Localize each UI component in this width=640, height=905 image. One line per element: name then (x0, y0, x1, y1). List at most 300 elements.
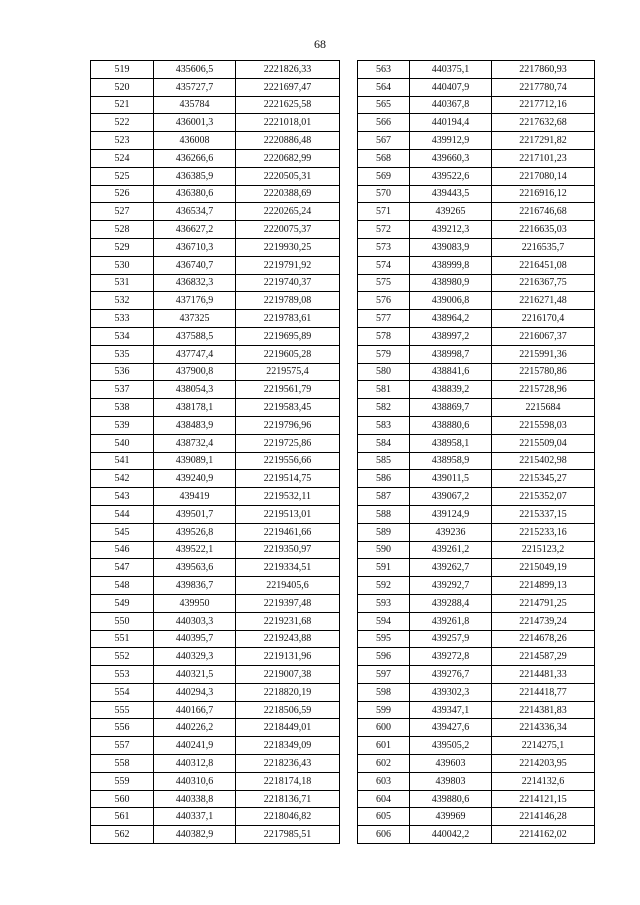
y-coordinate-cell: 2216271,48 (492, 292, 595, 310)
table-row (358, 310, 595, 328)
point-number-cell: 551 (91, 630, 154, 648)
table-row (91, 666, 340, 684)
table-row (358, 630, 595, 648)
table-row (91, 434, 340, 452)
y-coordinate-cell: 2216916,12 (492, 185, 595, 203)
x-coordinate-cell: 439236 (410, 523, 492, 541)
x-coordinate-cell: 440312,8 (154, 755, 236, 773)
y-coordinate-cell: 2216367,75 (492, 274, 595, 292)
y-coordinate-cell: 2214162,02 (492, 826, 595, 844)
coordinates-table-left (90, 60, 340, 844)
point-number-cell: 570 (358, 185, 410, 203)
x-coordinate-cell: 440407,9 (410, 78, 492, 96)
table-row (91, 648, 340, 666)
y-coordinate-cell: 2218506,59 (236, 701, 340, 719)
y-coordinate-cell: 2216067,37 (492, 327, 595, 345)
table-row (91, 790, 340, 808)
point-number-cell: 547 (91, 559, 154, 577)
y-coordinate-cell: 2217985,51 (236, 826, 340, 844)
y-coordinate-cell: 2214275,1 (492, 737, 595, 755)
y-coordinate-cell: 2214203,95 (492, 755, 595, 773)
y-coordinate-cell: 2219605,28 (236, 345, 340, 363)
x-coordinate-cell: 439067,2 (410, 488, 492, 506)
y-coordinate-cell: 2217101,23 (492, 149, 595, 167)
y-coordinate-cell: 2221018,01 (236, 114, 340, 132)
point-number-cell: 561 (91, 808, 154, 826)
point-number-cell: 604 (358, 790, 410, 808)
table-row (358, 577, 595, 595)
x-coordinate-cell: 439089,1 (154, 452, 236, 470)
table-row (91, 96, 340, 114)
x-coordinate-cell: 440321,5 (154, 666, 236, 684)
y-coordinate-cell: 2219583,45 (236, 399, 340, 417)
y-coordinate-cell: 2217632,68 (492, 114, 595, 132)
y-coordinate-cell: 2217080,14 (492, 167, 595, 185)
table-row (91, 132, 340, 150)
y-coordinate-cell: 2216635,03 (492, 221, 595, 239)
y-coordinate-cell: 2215991,36 (492, 345, 595, 363)
x-coordinate-cell: 438980,9 (410, 274, 492, 292)
table-row (358, 808, 595, 826)
point-number-cell: 555 (91, 701, 154, 719)
table-row (91, 505, 340, 523)
point-number-cell: 549 (91, 594, 154, 612)
table-row (358, 648, 595, 666)
y-coordinate-cell: 2214899,13 (492, 577, 595, 595)
table-row (91, 256, 340, 274)
point-number-cell: 587 (358, 488, 410, 506)
x-coordinate-cell: 439288,4 (410, 594, 492, 612)
y-coordinate-cell: 2218046,82 (236, 808, 340, 826)
table-row (91, 185, 340, 203)
point-number-cell: 553 (91, 666, 154, 684)
table-row (358, 96, 595, 114)
x-coordinate-cell: 439212,3 (410, 221, 492, 239)
point-number-cell: 545 (91, 523, 154, 541)
table-row (91, 594, 340, 612)
point-number-cell: 523 (91, 132, 154, 150)
point-number-cell: 541 (91, 452, 154, 470)
x-coordinate-cell: 436627,2 (154, 221, 236, 239)
table-row (91, 238, 340, 256)
y-coordinate-cell: 2220075,37 (236, 221, 340, 239)
y-coordinate-cell: 2218236,43 (236, 755, 340, 773)
point-number-cell: 586 (358, 470, 410, 488)
x-coordinate-cell: 439262,7 (410, 559, 492, 577)
x-coordinate-cell: 438054,3 (154, 381, 236, 399)
table-row (358, 737, 595, 755)
point-number-cell: 575 (358, 274, 410, 292)
x-coordinate-cell: 437176,9 (154, 292, 236, 310)
table-row (91, 701, 340, 719)
table-row (358, 434, 595, 452)
x-coordinate-cell: 439006,8 (410, 292, 492, 310)
point-number-cell: 556 (91, 719, 154, 737)
table-row (91, 292, 340, 310)
point-number-cell: 605 (358, 808, 410, 826)
x-coordinate-cell: 439880,6 (410, 790, 492, 808)
table-row (358, 345, 595, 363)
y-coordinate-cell: 2219789,08 (236, 292, 340, 310)
point-number-cell: 538 (91, 399, 154, 417)
x-coordinate-cell: 439240,9 (154, 470, 236, 488)
point-number-cell: 526 (91, 185, 154, 203)
x-coordinate-cell: 438841,6 (410, 363, 492, 381)
table-row (358, 238, 595, 256)
y-coordinate-cell: 2215402,98 (492, 452, 595, 470)
point-number-cell: 524 (91, 149, 154, 167)
x-coordinate-cell: 439505,2 (410, 737, 492, 755)
point-number-cell: 592 (358, 577, 410, 595)
x-coordinate-cell: 438732,4 (154, 434, 236, 452)
y-coordinate-cell: 2215337,15 (492, 505, 595, 523)
point-number-cell: 564 (358, 78, 410, 96)
y-coordinate-cell: 2218449,01 (236, 719, 340, 737)
x-coordinate-cell: 440303,3 (154, 612, 236, 630)
table-row (358, 488, 595, 506)
y-coordinate-cell: 2219334,51 (236, 559, 340, 577)
x-coordinate-cell: 439272,8 (410, 648, 492, 666)
y-coordinate-cell: 2220388,69 (236, 185, 340, 203)
point-number-cell: 600 (358, 719, 410, 737)
table-row (91, 274, 340, 292)
point-number-cell: 528 (91, 221, 154, 239)
x-coordinate-cell: 439124,9 (410, 505, 492, 523)
table-row (358, 505, 595, 523)
y-coordinate-cell: 2220265,24 (236, 203, 340, 221)
table-row (358, 381, 595, 399)
table-row (358, 132, 595, 150)
point-number-cell: 558 (91, 755, 154, 773)
x-coordinate-cell: 438997,2 (410, 327, 492, 345)
y-coordinate-cell: 2218349,09 (236, 737, 340, 755)
table-row (358, 452, 595, 470)
point-number-cell: 602 (358, 755, 410, 773)
y-coordinate-cell: 2219575,4 (236, 363, 340, 381)
page-number: 68 (314, 37, 326, 51)
x-coordinate-cell: 436266,6 (154, 149, 236, 167)
table-row (91, 755, 340, 773)
x-coordinate-cell: 439443,5 (410, 185, 492, 203)
point-number-cell: 594 (358, 612, 410, 630)
y-coordinate-cell: 2219796,96 (236, 416, 340, 434)
table-row (358, 61, 595, 79)
x-coordinate-cell: 438483,9 (154, 416, 236, 434)
table-row (91, 488, 340, 506)
y-coordinate-cell: 2215233,16 (492, 523, 595, 541)
x-coordinate-cell: 437747,4 (154, 345, 236, 363)
y-coordinate-cell: 2219231,68 (236, 612, 340, 630)
point-number-cell: 576 (358, 292, 410, 310)
point-number-cell: 578 (358, 327, 410, 345)
y-coordinate-cell: 2214132,6 (492, 772, 595, 790)
y-coordinate-cell: 2214791,25 (492, 594, 595, 612)
point-number-cell: 583 (358, 416, 410, 434)
x-coordinate-cell: 438999,8 (410, 256, 492, 274)
x-coordinate-cell: 437325 (154, 310, 236, 328)
y-coordinate-cell: 2218174,18 (236, 772, 340, 790)
y-coordinate-cell: 2220682,99 (236, 149, 340, 167)
point-number-cell: 569 (358, 167, 410, 185)
y-coordinate-cell: 2219405,6 (236, 577, 340, 595)
y-coordinate-cell: 2215049,19 (492, 559, 595, 577)
point-number-cell: 581 (358, 381, 410, 399)
x-coordinate-cell: 439427,6 (410, 719, 492, 737)
point-number-cell: 525 (91, 167, 154, 185)
point-number-cell: 559 (91, 772, 154, 790)
point-number-cell: 571 (358, 203, 410, 221)
y-coordinate-cell: 2215728,96 (492, 381, 595, 399)
y-coordinate-cell: 2215598,03 (492, 416, 595, 434)
table-row (358, 185, 595, 203)
point-number-cell: 520 (91, 78, 154, 96)
y-coordinate-cell: 2221625,58 (236, 96, 340, 114)
table-row (91, 149, 340, 167)
x-coordinate-cell: 436385,9 (154, 167, 236, 185)
point-number-cell: 531 (91, 274, 154, 292)
x-coordinate-cell: 440226,2 (154, 719, 236, 737)
table-row (358, 772, 595, 790)
table-row (358, 755, 595, 773)
table-row (91, 559, 340, 577)
table-row (358, 292, 595, 310)
point-number-cell: 542 (91, 470, 154, 488)
x-coordinate-cell: 437588,5 (154, 327, 236, 345)
y-coordinate-cell: 2214121,15 (492, 790, 595, 808)
point-number-cell: 537 (91, 381, 154, 399)
table-row (358, 470, 595, 488)
point-number-cell: 572 (358, 221, 410, 239)
table-row (358, 78, 595, 96)
y-coordinate-cell: 2219791,92 (236, 256, 340, 274)
x-coordinate-cell: 436534,7 (154, 203, 236, 221)
table-row (91, 399, 340, 417)
x-coordinate-cell: 436832,3 (154, 274, 236, 292)
x-coordinate-cell: 437900,8 (154, 363, 236, 381)
table-row (91, 167, 340, 185)
table-row (91, 808, 340, 826)
table-row (91, 523, 340, 541)
point-number-cell: 562 (91, 826, 154, 844)
table-row (358, 149, 595, 167)
point-number-cell: 557 (91, 737, 154, 755)
point-number-cell: 582 (358, 399, 410, 417)
table-row (91, 381, 340, 399)
table-row (358, 701, 595, 719)
x-coordinate-cell: 440042,2 (410, 826, 492, 844)
table-row (358, 416, 595, 434)
table-row (358, 167, 595, 185)
y-coordinate-cell: 2215684 (492, 399, 595, 417)
point-number-cell: 596 (358, 648, 410, 666)
table-row (91, 114, 340, 132)
point-number-cell: 532 (91, 292, 154, 310)
y-coordinate-cell: 2217860,93 (492, 61, 595, 79)
point-number-cell: 548 (91, 577, 154, 595)
point-number-cell: 533 (91, 310, 154, 328)
x-coordinate-cell: 439912,9 (410, 132, 492, 150)
point-number-cell: 591 (358, 559, 410, 577)
point-number-cell: 565 (358, 96, 410, 114)
table-row (91, 452, 340, 470)
point-number-cell: 567 (358, 132, 410, 150)
table-row (358, 790, 595, 808)
x-coordinate-cell: 440338,8 (154, 790, 236, 808)
x-coordinate-cell: 440310,6 (154, 772, 236, 790)
table-row (91, 612, 340, 630)
table-row (358, 327, 595, 345)
y-coordinate-cell: 2217780,74 (492, 78, 595, 96)
y-coordinate-cell: 2214146,28 (492, 808, 595, 826)
y-coordinate-cell: 2219350,97 (236, 541, 340, 559)
y-coordinate-cell: 2214678,26 (492, 630, 595, 648)
table-row (91, 541, 340, 559)
x-coordinate-cell: 436008 (154, 132, 236, 150)
x-coordinate-cell: 438178,1 (154, 399, 236, 417)
x-coordinate-cell: 436710,3 (154, 238, 236, 256)
y-coordinate-cell: 2216170,4 (492, 310, 595, 328)
point-number-cell: 550 (91, 612, 154, 630)
y-coordinate-cell: 2219397,48 (236, 594, 340, 612)
point-number-cell: 593 (358, 594, 410, 612)
table-row (91, 345, 340, 363)
x-coordinate-cell: 439083,9 (410, 238, 492, 256)
table-row (91, 683, 340, 701)
x-coordinate-cell: 438958,1 (410, 434, 492, 452)
table-row (91, 310, 340, 328)
y-coordinate-cell: 2218820,19 (236, 683, 340, 701)
x-coordinate-cell: 439501,7 (154, 505, 236, 523)
x-coordinate-cell: 439302,3 (410, 683, 492, 701)
coordinates-table-right (357, 60, 595, 844)
point-number-cell: 534 (91, 327, 154, 345)
y-coordinate-cell: 2217291,82 (492, 132, 595, 150)
table-row (358, 541, 595, 559)
y-coordinate-cell: 2219131,96 (236, 648, 340, 666)
x-coordinate-cell: 440375,1 (410, 61, 492, 79)
y-coordinate-cell: 2219695,89 (236, 327, 340, 345)
x-coordinate-cell: 440367,8 (410, 96, 492, 114)
y-coordinate-cell: 2219243,88 (236, 630, 340, 648)
point-number-cell: 552 (91, 648, 154, 666)
point-number-cell: 527 (91, 203, 154, 221)
point-number-cell: 554 (91, 683, 154, 701)
x-coordinate-cell: 440294,3 (154, 683, 236, 701)
point-number-cell: 519 (91, 61, 154, 79)
x-coordinate-cell: 439969 (410, 808, 492, 826)
table-row (358, 203, 595, 221)
y-coordinate-cell: 2219514,75 (236, 470, 340, 488)
point-number-cell: 536 (91, 363, 154, 381)
x-coordinate-cell: 439803 (410, 772, 492, 790)
y-coordinate-cell: 2214381,83 (492, 701, 595, 719)
table-row (91, 203, 340, 221)
x-coordinate-cell: 438880,6 (410, 416, 492, 434)
x-coordinate-cell: 438964,2 (410, 310, 492, 328)
table-row (91, 719, 340, 737)
table-row (358, 826, 595, 844)
y-coordinate-cell: 2219556,66 (236, 452, 340, 470)
table-row (358, 523, 595, 541)
x-coordinate-cell: 439257,9 (410, 630, 492, 648)
y-coordinate-cell: 2220505,31 (236, 167, 340, 185)
table-row (358, 719, 595, 737)
point-number-cell: 606 (358, 826, 410, 844)
table-row (91, 630, 340, 648)
point-number-cell: 579 (358, 345, 410, 363)
x-coordinate-cell: 439261,2 (410, 541, 492, 559)
point-number-cell: 599 (358, 701, 410, 719)
x-coordinate-cell: 435784 (154, 96, 236, 114)
y-coordinate-cell: 2214587,29 (492, 648, 595, 666)
table-row (91, 363, 340, 381)
point-number-cell: 521 (91, 96, 154, 114)
point-number-cell: 522 (91, 114, 154, 132)
point-number-cell: 577 (358, 310, 410, 328)
point-number-cell: 535 (91, 345, 154, 363)
y-coordinate-cell: 2216746,68 (492, 203, 595, 221)
table-row (358, 114, 595, 132)
y-coordinate-cell: 2219561,79 (236, 381, 340, 399)
point-number-cell: 540 (91, 434, 154, 452)
y-coordinate-cell: 2219740,37 (236, 274, 340, 292)
table-row (91, 826, 340, 844)
table-row (91, 470, 340, 488)
point-number-cell: 539 (91, 416, 154, 434)
x-coordinate-cell: 436740,7 (154, 256, 236, 274)
point-number-cell: 601 (358, 737, 410, 755)
x-coordinate-cell: 440395,7 (154, 630, 236, 648)
y-coordinate-cell: 2219007,38 (236, 666, 340, 684)
y-coordinate-cell: 2219783,61 (236, 310, 340, 328)
table-row (91, 78, 340, 96)
y-coordinate-cell: 2215352,07 (492, 488, 595, 506)
x-coordinate-cell: 436001,3 (154, 114, 236, 132)
table-row (91, 327, 340, 345)
table-row (91, 61, 340, 79)
point-number-cell: 597 (358, 666, 410, 684)
x-coordinate-cell: 440329,3 (154, 648, 236, 666)
y-coordinate-cell: 2219532,11 (236, 488, 340, 506)
y-coordinate-cell: 2219725,86 (236, 434, 340, 452)
x-coordinate-cell: 439011,5 (410, 470, 492, 488)
x-coordinate-cell: 439419 (154, 488, 236, 506)
table-row (358, 559, 595, 577)
y-coordinate-cell: 2214481,33 (492, 666, 595, 684)
x-coordinate-cell: 439603 (410, 755, 492, 773)
x-coordinate-cell: 439347,1 (410, 701, 492, 719)
point-number-cell: 573 (358, 238, 410, 256)
y-coordinate-cell: 2214418,77 (492, 683, 595, 701)
y-coordinate-cell: 2215123,2 (492, 541, 595, 559)
x-coordinate-cell: 438958,9 (410, 452, 492, 470)
table-row (358, 612, 595, 630)
table-row (91, 772, 340, 790)
y-coordinate-cell: 2214739,24 (492, 612, 595, 630)
x-coordinate-cell: 440166,7 (154, 701, 236, 719)
table-row (91, 221, 340, 239)
x-coordinate-cell: 439660,3 (410, 149, 492, 167)
x-coordinate-cell: 439522,1 (154, 541, 236, 559)
x-coordinate-cell: 439261,8 (410, 612, 492, 630)
x-coordinate-cell: 439563,6 (154, 559, 236, 577)
x-coordinate-cell: 439526,8 (154, 523, 236, 541)
table-row (358, 594, 595, 612)
x-coordinate-cell: 440194,4 (410, 114, 492, 132)
point-number-cell: 568 (358, 149, 410, 167)
table-row (358, 683, 595, 701)
point-number-cell: 563 (358, 61, 410, 79)
